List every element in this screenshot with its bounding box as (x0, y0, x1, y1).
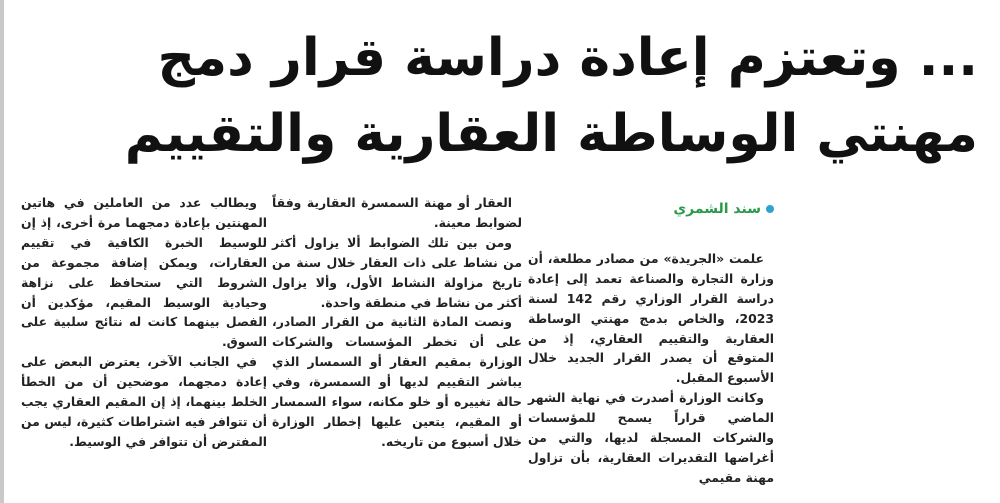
author-name: سند الشمري (673, 201, 761, 217)
article-column-left (21, 193, 267, 452)
article-headline (98, 20, 978, 172)
paragraph: ويطالب عدد من العاملين في هاتين المهنتين بإعادة دمجهما مرة أخرى، إذ إن للوسيط الخبرة الكافية في تقييم العقارات، ويمكن إضافة مجموعة من الشروط التي ستحافظ على نزاهة وحيادية الوسيط المقيم، مؤكدين أن الفصل بينهما كانت له نتائج سلبية على السوق. (21, 195, 267, 350)
page-edge-rule (0, 0, 4, 503)
paragraph: في الجانب الآخر، يعترض البعض على إعادة دمجهما، موضحين أن من الخطأ الخلط بينهما، إذ إن المقيم العقاري يجب أن تتوافر فيه اشتراطات كثيرة، ليس من المفترض أن تتوافر في الوسيط. (21, 354, 267, 449)
article-column-middle (272, 193, 522, 452)
byline (528, 200, 774, 220)
paragraph: ومن بين تلك الضوابط ألا يزاول أكثر من نشاط على ذات العقار خلال سنة من تاريخ مزاولة النشاط الأول، وألا يزاول أكثر من نشاط في منطقة واحدة. (272, 234, 522, 310)
article-column-right (528, 200, 774, 488)
bullet-dot-icon (766, 205, 774, 213)
paragraph: العقار أو مهنة السمسرة العقارية وفقاً لضوابط معينة. (272, 195, 522, 230)
headline-line-2: مهنتي الوساطة العقارية والتقييم (124, 104, 978, 164)
paragraph: علمت «الجريدة» من مصادر مطلعة، أن وزارة التجارة والصناعة تعمد إلى إعادة دراسة القرار الوزاري رقم 142 لسنة 2023، والخاص بدمج مهنتي الوساطة العقارية والتقييم العقاري، إذ من المتوقع أن يصدر القرار الجديد خلال الأسبوع المقبل. (528, 250, 774, 386)
headline-line-1: ... وتعتزم إعادة دراسة قرار دمج (157, 28, 978, 88)
paragraph: وكانت الوزارة أصدرت في نهاية الشهر الماضي قراراً يسمح للمؤسسات والشركات المسجلة لديها، والتي من أغراضها التقديرات العقارية، بأن تزاول مهنة مقيمي (528, 390, 774, 485)
paragraph: ونصت المادة الثانية من القرار الصادر، على أن تخطر المؤسسات والشركات الوزارة بمقيم العقار أو السمسار الذي يباشر التقييم لديها أو السمسرة، وفي حالة تغييره أو خلو مكانه، سواء السمسار أو المقيم، يتعين عليها إخطار الوزارة خلال أسبوع من تاريخه. (272, 314, 522, 449)
